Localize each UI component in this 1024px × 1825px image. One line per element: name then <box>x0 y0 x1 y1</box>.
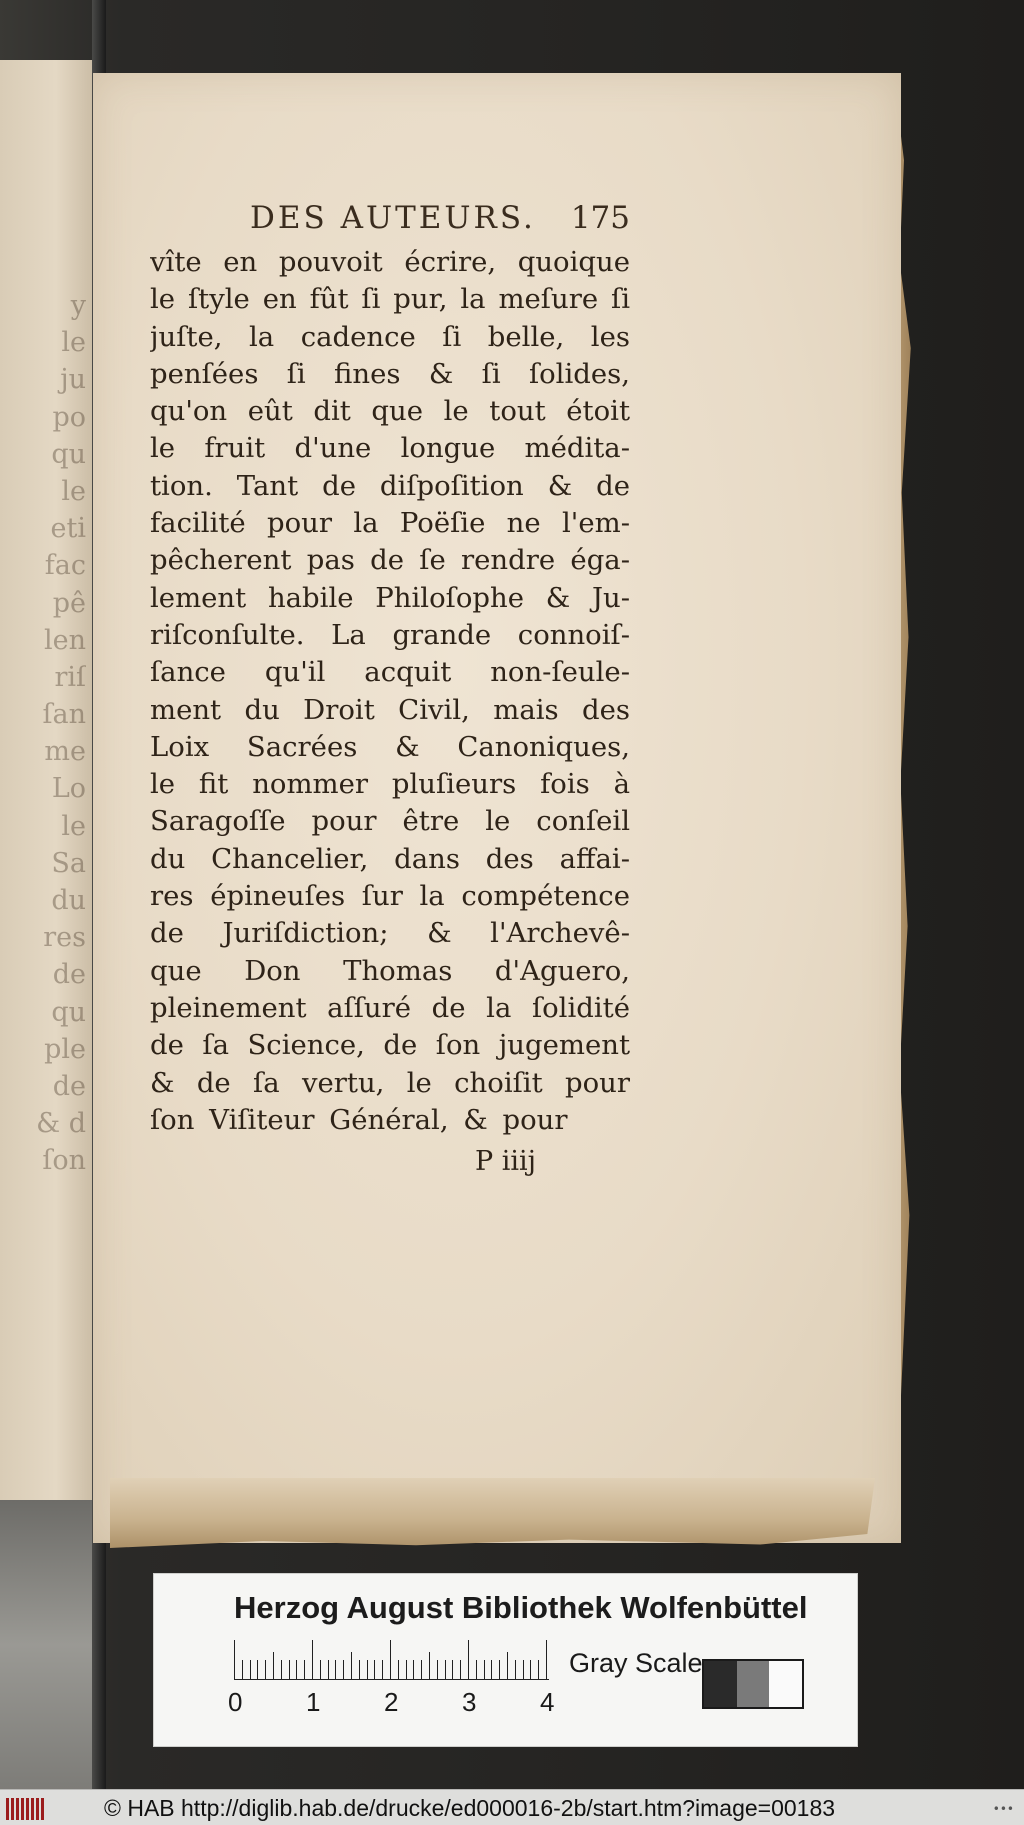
text-line: de Juriſdiction; & l'Archevê- <box>150 917 630 950</box>
ruler-tick <box>273 1652 274 1680</box>
left-page-fragment: le <box>61 327 86 359</box>
ruler-tick <box>320 1660 321 1680</box>
ruler-tick <box>312 1640 313 1680</box>
text-line: ſance qu'il acquit non-ſeule- <box>150 656 630 689</box>
running-head <box>150 200 630 244</box>
card-title: Herzog August Bibliothek Wolfenbüttel <box>234 1590 808 1625</box>
text-line: que Don Thomas d'Aguero, <box>150 954 630 987</box>
ruler-numbers <box>228 1687 558 1721</box>
ruler-tick <box>250 1660 251 1680</box>
text-line: de ſa Science, de ſon jugement <box>150 1029 630 1062</box>
running-head-title: DES AUTEURS. <box>250 200 536 236</box>
text-line: le fruit d'une longue médita- <box>150 432 630 465</box>
left-page-fragment: ple <box>44 1033 86 1065</box>
text-line: juſte, la cadence ſi belle, les <box>150 320 630 353</box>
text-line: le ſtyle en fût ſi pur, la meſure ſi <box>150 283 630 316</box>
text-line: vîte en pouvoit écrire, quoique <box>150 246 630 278</box>
left-page-fragment: & d <box>36 1108 86 1140</box>
text-line: du Chancelier, dans des affai- <box>150 842 630 875</box>
ruler-tick <box>351 1652 352 1680</box>
text-line: pêcherent pas de ſe rendre éga- <box>150 544 630 577</box>
text-line: facilité pour la Poëſie ne l'em- <box>150 507 630 540</box>
page-body-text <box>150 244 630 1139</box>
footer-caption: © HAB http://diglib.hab.de/drucke/ed000016-2b/start.htm?image=00183 <box>104 1795 836 1821</box>
hab-logo-icon <box>6 1798 46 1820</box>
page-bottom-edge <box>110 1478 875 1548</box>
ruler-tick <box>491 1660 492 1680</box>
left-page-fragment: de <box>52 959 86 991</box>
text-line: qu'on eût dit que le tout étoit <box>150 395 630 428</box>
left-page-fragment: le <box>61 475 86 507</box>
ruler-tick <box>382 1660 383 1680</box>
gray-swatch <box>737 1661 770 1707</box>
text-line: ment du Droit Civil, mais des <box>150 693 630 726</box>
left-page-fragment: y <box>70 290 86 321</box>
left-page-fragment: qu <box>51 996 86 1028</box>
ruler-tick <box>421 1660 422 1680</box>
text-line: riſconſulte. La grande connoiſ- <box>150 618 630 651</box>
ruler-tick <box>507 1652 508 1680</box>
left-page-fragment: po <box>52 401 86 433</box>
left-page-fragment: fac <box>44 550 86 582</box>
ruler-tick <box>367 1660 368 1680</box>
ruler-tick <box>289 1660 290 1680</box>
ruler-tick <box>335 1660 336 1680</box>
ruler-tick <box>265 1660 266 1680</box>
ruler-tick <box>374 1660 375 1680</box>
left-page-fragment: qu <box>51 438 86 470</box>
ruler-tick <box>413 1660 414 1680</box>
text-line: res épineuſes ſur la compétence <box>150 880 630 913</box>
left-page-fragment: ſan <box>42 699 86 731</box>
ruler-tick <box>296 1660 297 1680</box>
left-page-fragment: pê <box>52 587 86 619</box>
text-line: ſon Viſiteur Général, & pour <box>150 1103 568 1136</box>
text-line: penſées ſi fines & ſi ſolides, <box>150 357 630 390</box>
left-page-text-bleed <box>6 290 86 1210</box>
color-calibration-card <box>153 1573 858 1747</box>
left-page-fragment: Lo <box>51 773 86 805</box>
left-page-fragment: eti <box>50 513 86 545</box>
left-page-fragment: du <box>51 885 86 916</box>
ruler-tick <box>530 1660 531 1680</box>
text-line: Saragoſſe pour être le conſeil <box>150 805 630 838</box>
left-page-fragment: ju <box>60 364 86 396</box>
ruler-tick <box>429 1652 430 1680</box>
ruler-number: 1 <box>306 1687 321 1717</box>
signature-mark: P iiij <box>475 1146 537 1177</box>
text-line: lement habile Philoſophe & Ju- <box>150 581 630 614</box>
left-page-fragment: de <box>52 1070 86 1102</box>
text-line: & de ſa vertu, le choiſit pour <box>150 1066 630 1099</box>
left-page-fragment: Sa <box>51 847 86 879</box>
ruler-tick <box>398 1660 399 1680</box>
gray-scale-bar <box>702 1659 804 1709</box>
ruler-tick <box>234 1640 235 1680</box>
gray-swatch <box>769 1661 802 1707</box>
more-icon: ••• <box>992 1802 1014 1816</box>
ruler-tick <box>359 1660 360 1680</box>
text-line: tion. Tant de diſpoſition & de <box>150 469 630 502</box>
gray-scale-label: Gray Scale <box>569 1648 703 1678</box>
left-page-fragment: riſ <box>54 661 86 693</box>
left-page-fragment: res <box>43 922 86 954</box>
ruler-tick <box>343 1660 344 1680</box>
gray-swatch <box>704 1661 737 1707</box>
ruler-tick <box>257 1660 258 1680</box>
ruler-tick <box>437 1660 438 1680</box>
ruler-tick <box>445 1660 446 1680</box>
ruler-tick <box>242 1660 243 1680</box>
left-facing-page <box>0 60 95 1500</box>
page-number: 175 <box>570 200 630 236</box>
ruler-tick <box>281 1660 282 1680</box>
text-line: le fit nommer pluſieurs fois à <box>150 768 630 801</box>
ruler-tick <box>304 1660 305 1680</box>
scale-ruler <box>234 1640 549 1680</box>
left-page-fragment: ſon <box>42 1145 86 1177</box>
ruler-number: 4 <box>540 1687 555 1717</box>
footer-bar <box>0 1789 1024 1825</box>
ruler-tick <box>460 1660 461 1680</box>
ruler-tick <box>328 1660 329 1680</box>
left-book-cover <box>0 1500 92 1790</box>
ruler-number: 0 <box>228 1687 243 1717</box>
ruler-tick <box>484 1660 485 1680</box>
ruler-number: 2 <box>384 1687 399 1717</box>
ruler-tick <box>523 1660 524 1680</box>
ruler-number: 3 <box>462 1687 477 1717</box>
ruler-tick <box>515 1660 516 1680</box>
left-page-fragment: me <box>44 736 86 768</box>
text-line: pleinement aſſuré de la ſolidité <box>150 991 630 1024</box>
ruler-tick <box>538 1660 539 1680</box>
ruler-tick <box>390 1640 391 1680</box>
ruler-tick <box>476 1660 477 1680</box>
ruler-tick <box>546 1640 547 1680</box>
left-page-fragment: le <box>61 810 86 842</box>
ruler-tick <box>468 1640 469 1680</box>
left-page-fragment: len <box>43 624 86 656</box>
text-line: Loix Sacrées & Canoniques, <box>150 730 630 763</box>
ruler-tick <box>406 1660 407 1680</box>
ruler-tick <box>499 1660 500 1680</box>
ruler-tick <box>452 1660 453 1680</box>
